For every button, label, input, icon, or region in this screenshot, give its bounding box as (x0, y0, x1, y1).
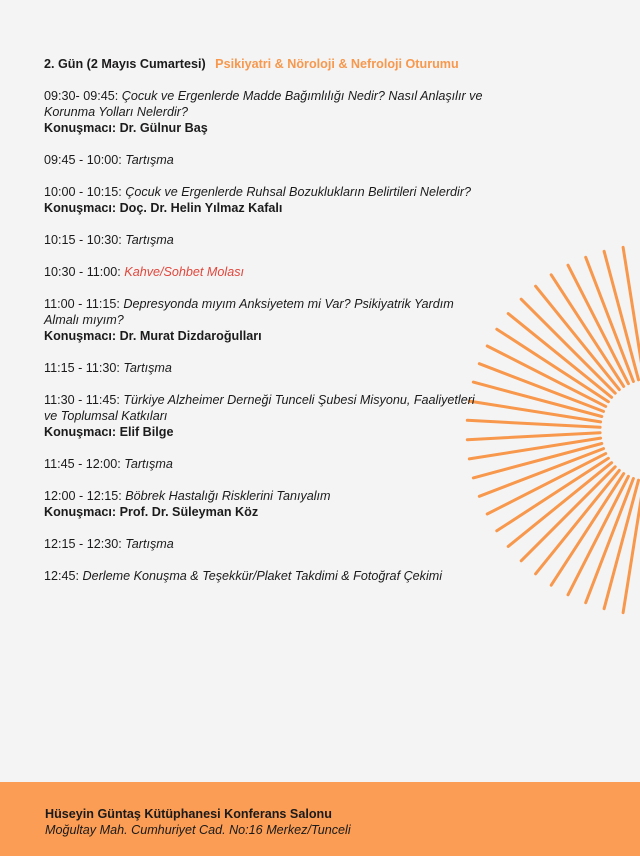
time-label: 10:30 - 11:00: (44, 265, 121, 279)
schedule-item-1130 (44, 392, 484, 440)
time-label: 11:15 - 11:30: (44, 361, 120, 375)
venue-address: Moğultay Mah. Cumhuriyet Cad. No:16 Merkez/Tunceli (45, 823, 351, 837)
time-label: 12:45: (44, 569, 80, 583)
schedule-item-1200 (44, 488, 484, 520)
topic-text: Tartışma (125, 537, 174, 551)
topic-text: Tartışma (125, 233, 174, 247)
sunburst-ray (508, 314, 611, 398)
program-content (44, 56, 484, 600)
venue-name: Hüseyin Güntaş Kütüphanesi Konferans Salonu (45, 807, 332, 821)
topic-text: Derleme Konuşma & Teşekkür/Plaket Takdimi & Fotoğraf Çekimi (82, 569, 443, 583)
speaker-label: Konuşmacı: (44, 425, 117, 439)
topic-text: Tartışma (124, 457, 173, 471)
schedule-item-1015 (44, 232, 484, 248)
topic-text: Tartışma (125, 153, 174, 167)
session-title: Psikiyatri & Nöroloji & Nefroloji Oturumu (215, 57, 459, 71)
speaker-name: Elif Bilge (119, 425, 174, 439)
speaker-label: Konuşmacı: (44, 201, 117, 215)
speaker-line (44, 200, 484, 216)
speaker-line (44, 504, 484, 520)
topic-text: Tartışma (123, 361, 172, 375)
topic-text: Kahve/Sohbet Molası (124, 265, 245, 279)
schedule-item-1245 (44, 568, 484, 584)
speaker-line (44, 328, 484, 344)
topic-text: Türkiye Alzheimer Derneği Tunceli Şubesi Misyonu, Faaliyetleri ve Toplumsal Katkıları (44, 393, 475, 423)
sunburst-ray (487, 454, 606, 514)
sunburst-ray (568, 265, 628, 384)
topic-text: Böbrek Hastalığı Risklerini Tanıyalım (125, 489, 331, 503)
sunburst-ray (467, 433, 600, 440)
speaker-label: Konuşmacı: (44, 121, 117, 135)
time-label: 11:45 - 12:00: (44, 457, 121, 471)
time-label: 12:15 - 12:30: (44, 537, 122, 551)
speaker-name: Doç. Dr. Helin Yılmaz Kafalı (119, 201, 283, 215)
time-label: 12:00 - 12:15: (44, 489, 122, 503)
schedule-item-0930 (44, 88, 484, 136)
sunburst-ray (521, 299, 615, 393)
speaker-name: Dr. Gülnur Baş (119, 121, 208, 135)
time-label: 09:45 - 10:00: (44, 153, 122, 167)
topic-text: Çocuk ve Ergenlerde Madde Bağımlılığı Nedir? Nasıl Anlaşılır ve Korunma Yolları Nelerdir? (44, 89, 483, 119)
speaker-line (44, 120, 484, 136)
sunburst-ray (508, 463, 611, 547)
topic-text: Çocuk ve Ergenlerde Ruhsal Bozuklukların Belirtileri Nelerdir? (125, 185, 472, 199)
sunburst-ray (487, 346, 606, 406)
schedule-item-1115 (44, 360, 484, 376)
sunburst-ray (568, 476, 628, 595)
sunburst-ray (536, 286, 620, 389)
topic-text: Depresyonda mıyım Anksiyetem mi Var? Psikiyatrik Yardım Almalı mıyım? (44, 297, 454, 327)
sunburst-ray (467, 420, 600, 427)
sunburst-ray (536, 470, 620, 573)
schedule-item-1030-break (44, 264, 484, 280)
schedule-item-1000 (44, 184, 484, 216)
footer-bar (0, 782, 640, 856)
speaker-name: Prof. Dr. Süleyman Köz (119, 505, 259, 519)
schedule-item-1100 (44, 296, 484, 344)
speaker-label: Konuşmacı: (44, 505, 117, 519)
speaker-line (44, 424, 484, 440)
sunburst-ray (521, 467, 615, 561)
time-label: 11:30 - 11:45: (44, 393, 120, 407)
schedule-item-1215 (44, 536, 484, 552)
time-label: 10:15 - 10:30: (44, 233, 122, 247)
day-title: 2. Gün (2 Mayıs Cumartesi) (44, 57, 206, 71)
speaker-name: Dr. Murat Dizdaroğulları (119, 329, 262, 343)
day-heading (44, 56, 484, 72)
time-label: 11:00 - 11:15: (44, 297, 120, 311)
time-label: 09:30- 09:45: (44, 89, 119, 103)
schedule-item-1145 (44, 456, 484, 472)
speaker-label: Konuşmacı: (44, 329, 117, 343)
schedule-item-0945 (44, 152, 484, 168)
time-label: 10:00 - 10:15: (44, 185, 122, 199)
